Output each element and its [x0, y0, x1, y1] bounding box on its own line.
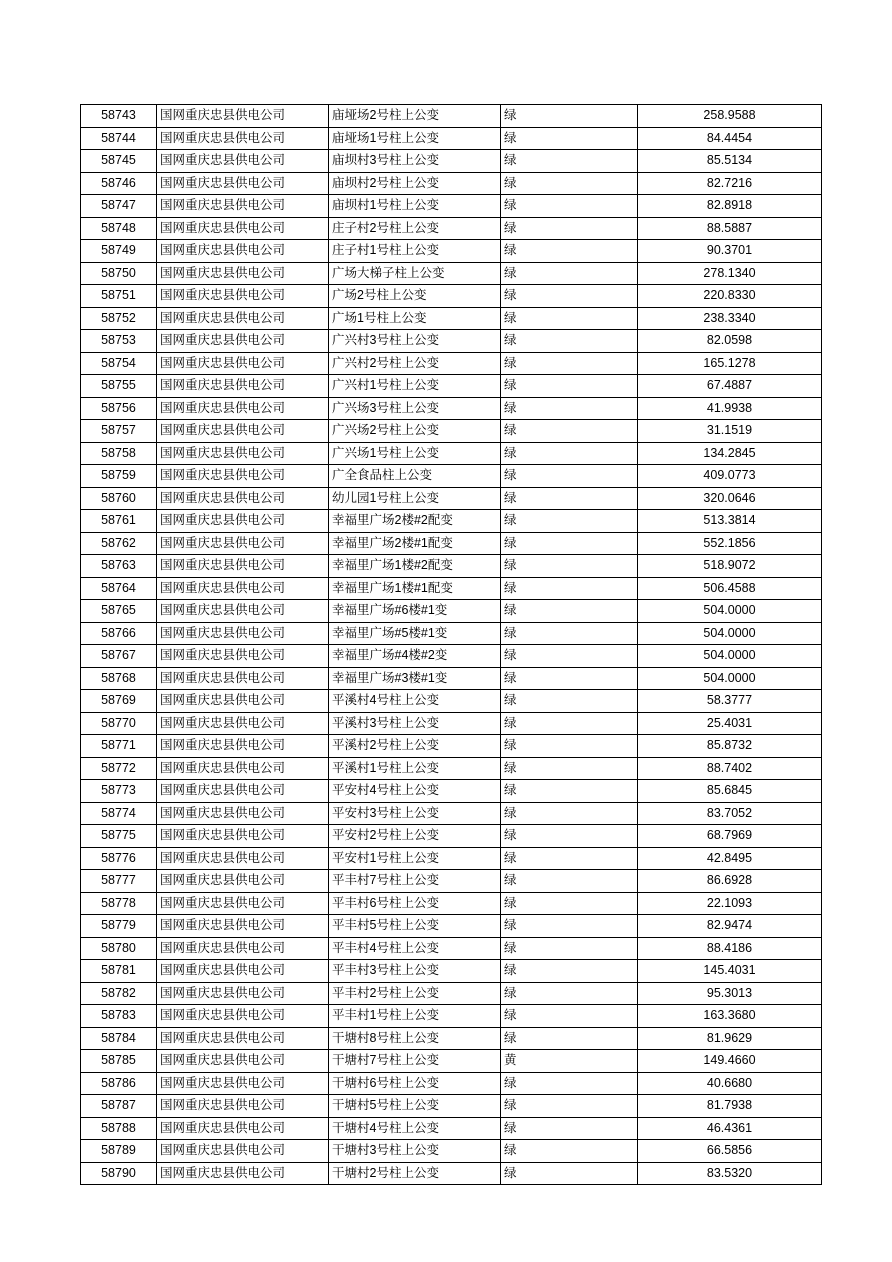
cell-value: 82.7216	[638, 172, 822, 195]
cell-id: 58781	[81, 960, 157, 983]
cell-name: 平溪村4号柱上公变	[329, 690, 501, 713]
cell-value: 82.9474	[638, 915, 822, 938]
cell-name: 广兴场1号柱上公变	[329, 442, 501, 465]
cell-id: 58748	[81, 217, 157, 240]
cell-name: 平安村1号柱上公变	[329, 847, 501, 870]
cell-id: 58770	[81, 712, 157, 735]
cell-color: 绿	[501, 262, 638, 285]
cell-value: 504.0000	[638, 645, 822, 668]
cell-id: 58789	[81, 1140, 157, 1163]
cell-color: 绿	[501, 465, 638, 488]
cell-value: 506.4588	[638, 577, 822, 600]
cell-color: 绿	[501, 150, 638, 173]
table-row	[81, 465, 822, 488]
cell-value: 258.9588	[638, 105, 822, 128]
cell-name: 广兴村3号柱上公变	[329, 330, 501, 353]
cell-value: 81.7938	[638, 1095, 822, 1118]
table-row	[81, 285, 822, 308]
cell-org: 国网重庆忠县供电公司	[157, 825, 329, 848]
cell-org: 国网重庆忠县供电公司	[157, 600, 329, 623]
cell-name: 幸福里广场1楼#2配变	[329, 555, 501, 578]
cell-name: 平丰村2号柱上公变	[329, 982, 501, 1005]
cell-id: 58754	[81, 352, 157, 375]
cell-color: 绿	[501, 1072, 638, 1095]
cell-color: 绿	[501, 690, 638, 713]
table-row	[81, 847, 822, 870]
cell-org: 国网重庆忠县供电公司	[157, 645, 329, 668]
cell-value: 83.7052	[638, 802, 822, 825]
cell-id: 58747	[81, 195, 157, 218]
cell-org: 国网重庆忠县供电公司	[157, 105, 329, 128]
cell-value: 86.6928	[638, 870, 822, 893]
cell-color: 绿	[501, 487, 638, 510]
cell-id: 58785	[81, 1050, 157, 1073]
cell-org: 国网重庆忠县供电公司	[157, 1072, 329, 1095]
cell-org: 国网重庆忠县供电公司	[157, 982, 329, 1005]
table-row	[81, 1072, 822, 1095]
table-row	[81, 127, 822, 150]
cell-color: 绿	[501, 757, 638, 780]
cell-color: 绿	[501, 982, 638, 1005]
cell-name: 庄子村2号柱上公变	[329, 217, 501, 240]
cell-name: 广场2号柱上公变	[329, 285, 501, 308]
table-row	[81, 802, 822, 825]
cell-org: 国网重庆忠县供电公司	[157, 330, 329, 353]
cell-org: 国网重庆忠县供电公司	[157, 172, 329, 195]
cell-value: 58.3777	[638, 690, 822, 713]
cell-name: 平安村2号柱上公变	[329, 825, 501, 848]
cell-value: 278.1340	[638, 262, 822, 285]
cell-org: 国网重庆忠县供电公司	[157, 847, 329, 870]
cell-name: 平丰村5号柱上公变	[329, 915, 501, 938]
table-row	[81, 105, 822, 128]
table-row	[81, 870, 822, 893]
table-row	[81, 555, 822, 578]
cell-value: 31.1519	[638, 420, 822, 443]
cell-name: 干塘村7号柱上公变	[329, 1050, 501, 1073]
cell-value: 84.4454	[638, 127, 822, 150]
cell-name: 平安村3号柱上公变	[329, 802, 501, 825]
cell-value: 88.4186	[638, 937, 822, 960]
cell-id: 58746	[81, 172, 157, 195]
table-row	[81, 690, 822, 713]
cell-org: 国网重庆忠县供电公司	[157, 240, 329, 263]
cell-color: 绿	[501, 532, 638, 555]
cell-id: 58775	[81, 825, 157, 848]
table-row	[81, 532, 822, 555]
table-row	[81, 1140, 822, 1163]
cell-org: 国网重庆忠县供电公司	[157, 1162, 329, 1185]
cell-name: 庄子村1号柱上公变	[329, 240, 501, 263]
cell-name: 幸福里广场2楼#1配变	[329, 532, 501, 555]
cell-name: 干塘村3号柱上公变	[329, 1140, 501, 1163]
cell-id: 58769	[81, 690, 157, 713]
cell-org: 国网重庆忠县供电公司	[157, 217, 329, 240]
cell-org: 国网重庆忠县供电公司	[157, 487, 329, 510]
cell-org: 国网重庆忠县供电公司	[157, 195, 329, 218]
cell-color: 绿	[501, 937, 638, 960]
cell-name: 干塘村6号柱上公变	[329, 1072, 501, 1095]
table-row	[81, 622, 822, 645]
cell-id: 58767	[81, 645, 157, 668]
cell-id: 58766	[81, 622, 157, 645]
cell-value: 88.5887	[638, 217, 822, 240]
cell-color: 绿	[501, 1027, 638, 1050]
cell-color: 绿	[501, 217, 638, 240]
cell-id: 58761	[81, 510, 157, 533]
table-row	[81, 667, 822, 690]
cell-org: 国网重庆忠县供电公司	[157, 667, 329, 690]
cell-org: 国网重庆忠县供电公司	[157, 307, 329, 330]
cell-org: 国网重庆忠县供电公司	[157, 442, 329, 465]
cell-id: 58787	[81, 1095, 157, 1118]
cell-name: 幼儿园1号柱上公变	[329, 487, 501, 510]
cell-name: 平丰村1号柱上公变	[329, 1005, 501, 1028]
cell-name: 庙坝村1号柱上公变	[329, 195, 501, 218]
cell-color: 绿	[501, 375, 638, 398]
cell-value: 504.0000	[638, 667, 822, 690]
cell-value: 504.0000	[638, 622, 822, 645]
cell-org: 国网重庆忠县供电公司	[157, 262, 329, 285]
cell-value: 85.8732	[638, 735, 822, 758]
cell-color: 绿	[501, 735, 638, 758]
cell-org: 国网重庆忠县供电公司	[157, 1117, 329, 1140]
cell-id: 58790	[81, 1162, 157, 1185]
cell-id: 58772	[81, 757, 157, 780]
table-row	[81, 172, 822, 195]
cell-id: 58757	[81, 420, 157, 443]
cell-name: 干塘村2号柱上公变	[329, 1162, 501, 1185]
table-row	[81, 960, 822, 983]
cell-color: 黄	[501, 1050, 638, 1073]
cell-value: 149.4660	[638, 1050, 822, 1073]
cell-org: 国网重庆忠县供电公司	[157, 1140, 329, 1163]
cell-org: 国网重庆忠县供电公司	[157, 150, 329, 173]
cell-value: 504.0000	[638, 600, 822, 623]
cell-id: 58784	[81, 1027, 157, 1050]
cell-name: 广全食品柱上公变	[329, 465, 501, 488]
cell-org: 国网重庆忠县供电公司	[157, 870, 329, 893]
cell-org: 国网重庆忠县供电公司	[157, 802, 329, 825]
cell-name: 庙垭场1号柱上公变	[329, 127, 501, 150]
cell-name: 广兴村1号柱上公变	[329, 375, 501, 398]
cell-value: 88.7402	[638, 757, 822, 780]
cell-id: 58763	[81, 555, 157, 578]
cell-value: 90.3701	[638, 240, 822, 263]
cell-org: 国网重庆忠县供电公司	[157, 375, 329, 398]
cell-value: 220.8330	[638, 285, 822, 308]
cell-org: 国网重庆忠县供电公司	[157, 352, 329, 375]
cell-color: 绿	[501, 802, 638, 825]
cell-color: 绿	[501, 172, 638, 195]
cell-color: 绿	[501, 915, 638, 938]
cell-org: 国网重庆忠县供电公司	[157, 960, 329, 983]
cell-id: 58778	[81, 892, 157, 915]
cell-value: 513.3814	[638, 510, 822, 533]
cell-org: 国网重庆忠县供电公司	[157, 1005, 329, 1028]
cell-color: 绿	[501, 622, 638, 645]
cell-value: 41.9938	[638, 397, 822, 420]
cell-org: 国网重庆忠县供电公司	[157, 690, 329, 713]
cell-color: 绿	[501, 397, 638, 420]
cell-name: 干塘村8号柱上公变	[329, 1027, 501, 1050]
cell-value: 134.2845	[638, 442, 822, 465]
cell-color: 绿	[501, 240, 638, 263]
cell-color: 绿	[501, 195, 638, 218]
cell-name: 庙坝村3号柱上公变	[329, 150, 501, 173]
table-row	[81, 780, 822, 803]
cell-id: 58776	[81, 847, 157, 870]
cell-name: 幸福里广场1楼#1配变	[329, 577, 501, 600]
cell-id: 58760	[81, 487, 157, 510]
cell-name: 平溪村1号柱上公变	[329, 757, 501, 780]
cell-color: 绿	[501, 285, 638, 308]
cell-color: 绿	[501, 555, 638, 578]
cell-value: 25.4031	[638, 712, 822, 735]
cell-value: 81.9629	[638, 1027, 822, 1050]
cell-name: 幸福里广场#5楼#1变	[329, 622, 501, 645]
table-row	[81, 600, 822, 623]
cell-color: 绿	[501, 1095, 638, 1118]
cell-color: 绿	[501, 442, 638, 465]
cell-value: 22.1093	[638, 892, 822, 915]
table-row	[81, 262, 822, 285]
cell-id: 58751	[81, 285, 157, 308]
cell-org: 国网重庆忠县供电公司	[157, 577, 329, 600]
cell-color: 绿	[501, 960, 638, 983]
cell-org: 国网重庆忠县供电公司	[157, 127, 329, 150]
cell-value: 552.1856	[638, 532, 822, 555]
cell-id: 58773	[81, 780, 157, 803]
table-row	[81, 150, 822, 173]
cell-color: 绿	[501, 577, 638, 600]
transformer-table	[80, 104, 822, 1185]
cell-name: 广场大梯子柱上公变	[329, 262, 501, 285]
cell-color: 绿	[501, 510, 638, 533]
table-row	[81, 892, 822, 915]
cell-id: 58756	[81, 397, 157, 420]
cell-name: 干塘村4号柱上公变	[329, 1117, 501, 1140]
table-row	[81, 352, 822, 375]
cell-name: 平溪村2号柱上公变	[329, 735, 501, 758]
data-sheet	[80, 104, 786, 1185]
table-row	[81, 420, 822, 443]
cell-value: 68.7969	[638, 825, 822, 848]
table-row	[81, 442, 822, 465]
cell-org: 国网重庆忠县供电公司	[157, 1050, 329, 1073]
cell-id: 58777	[81, 870, 157, 893]
cell-name: 广兴场2号柱上公变	[329, 420, 501, 443]
table-row	[81, 915, 822, 938]
cell-id: 58786	[81, 1072, 157, 1095]
cell-id: 58749	[81, 240, 157, 263]
cell-value: 238.3340	[638, 307, 822, 330]
cell-org: 国网重庆忠县供电公司	[157, 420, 329, 443]
cell-value: 145.4031	[638, 960, 822, 983]
cell-color: 绿	[501, 330, 638, 353]
table-row	[81, 735, 822, 758]
cell-name: 平丰村7号柱上公变	[329, 870, 501, 893]
cell-color: 绿	[501, 1162, 638, 1185]
table-row	[81, 217, 822, 240]
table-row	[81, 330, 822, 353]
cell-value: 518.9072	[638, 555, 822, 578]
cell-org: 国网重庆忠县供电公司	[157, 712, 329, 735]
cell-id: 58768	[81, 667, 157, 690]
cell-org: 国网重庆忠县供电公司	[157, 937, 329, 960]
cell-name: 广兴场3号柱上公变	[329, 397, 501, 420]
cell-org: 国网重庆忠县供电公司	[157, 757, 329, 780]
table-row	[81, 487, 822, 510]
cell-name: 庙坝村2号柱上公变	[329, 172, 501, 195]
table-row	[81, 240, 822, 263]
cell-color: 绿	[501, 127, 638, 150]
cell-value: 83.5320	[638, 1162, 822, 1185]
cell-color: 绿	[501, 1140, 638, 1163]
cell-org: 国网重庆忠县供电公司	[157, 1027, 329, 1050]
cell-id: 58765	[81, 600, 157, 623]
cell-id: 58771	[81, 735, 157, 758]
cell-color: 绿	[501, 847, 638, 870]
table-row	[81, 577, 822, 600]
cell-value: 85.5134	[638, 150, 822, 173]
cell-org: 国网重庆忠县供电公司	[157, 397, 329, 420]
cell-org: 国网重庆忠县供电公司	[157, 510, 329, 533]
table-row	[81, 1162, 822, 1185]
cell-color: 绿	[501, 1117, 638, 1140]
table-row	[81, 1117, 822, 1140]
cell-value: 66.5856	[638, 1140, 822, 1163]
cell-id: 58750	[81, 262, 157, 285]
table-row	[81, 195, 822, 218]
table-row	[81, 397, 822, 420]
cell-color: 绿	[501, 645, 638, 668]
cell-org: 国网重庆忠县供电公司	[157, 622, 329, 645]
cell-value: 40.6680	[638, 1072, 822, 1095]
cell-id: 58759	[81, 465, 157, 488]
table-row	[81, 645, 822, 668]
cell-id: 58758	[81, 442, 157, 465]
cell-org: 国网重庆忠县供电公司	[157, 892, 329, 915]
cell-id: 58780	[81, 937, 157, 960]
cell-color: 绿	[501, 892, 638, 915]
cell-id: 58762	[81, 532, 157, 555]
cell-value: 42.8495	[638, 847, 822, 870]
cell-name: 幸福里广场#3楼#1变	[329, 667, 501, 690]
cell-org: 国网重庆忠县供电公司	[157, 735, 329, 758]
table-row	[81, 937, 822, 960]
cell-value: 67.4887	[638, 375, 822, 398]
cell-name: 平安村4号柱上公变	[329, 780, 501, 803]
table-row	[81, 982, 822, 1005]
table-row	[81, 712, 822, 735]
cell-name: 平溪村3号柱上公变	[329, 712, 501, 735]
cell-value: 82.0598	[638, 330, 822, 353]
cell-color: 绿	[501, 712, 638, 735]
cell-org: 国网重庆忠县供电公司	[157, 1095, 329, 1118]
table-row	[81, 1005, 822, 1028]
cell-org: 国网重庆忠县供电公司	[157, 532, 329, 555]
cell-value: 165.1278	[638, 352, 822, 375]
cell-color: 绿	[501, 352, 638, 375]
cell-color: 绿	[501, 825, 638, 848]
cell-value: 163.3680	[638, 1005, 822, 1028]
cell-name: 广兴村2号柱上公变	[329, 352, 501, 375]
cell-org: 国网重庆忠县供电公司	[157, 915, 329, 938]
cell-id: 58774	[81, 802, 157, 825]
cell-id: 58779	[81, 915, 157, 938]
cell-org: 国网重庆忠县供电公司	[157, 465, 329, 488]
cell-color: 绿	[501, 105, 638, 128]
cell-value: 409.0773	[638, 465, 822, 488]
cell-name: 平丰村3号柱上公变	[329, 960, 501, 983]
cell-id: 58753	[81, 330, 157, 353]
cell-id: 58745	[81, 150, 157, 173]
cell-color: 绿	[501, 870, 638, 893]
cell-org: 国网重庆忠县供电公司	[157, 555, 329, 578]
cell-color: 绿	[501, 600, 638, 623]
cell-id: 58752	[81, 307, 157, 330]
table-row	[81, 1050, 822, 1073]
table-row	[81, 307, 822, 330]
cell-name: 平丰村4号柱上公变	[329, 937, 501, 960]
cell-value: 320.0646	[638, 487, 822, 510]
cell-name: 庙垭场2号柱上公变	[329, 105, 501, 128]
cell-value: 85.6845	[638, 780, 822, 803]
cell-color: 绿	[501, 307, 638, 330]
cell-name: 幸福里广场2楼#2配变	[329, 510, 501, 533]
table-row	[81, 757, 822, 780]
cell-value: 82.8918	[638, 195, 822, 218]
table-row	[81, 375, 822, 398]
cell-color: 绿	[501, 420, 638, 443]
cell-id: 58755	[81, 375, 157, 398]
table-row	[81, 1027, 822, 1050]
cell-id: 58788	[81, 1117, 157, 1140]
table-row	[81, 1095, 822, 1118]
cell-id: 58744	[81, 127, 157, 150]
cell-name: 广场1号柱上公变	[329, 307, 501, 330]
cell-value: 46.4361	[638, 1117, 822, 1140]
cell-color: 绿	[501, 667, 638, 690]
cell-value: 95.3013	[638, 982, 822, 1005]
cell-id: 58783	[81, 1005, 157, 1028]
cell-name: 幸福里广场#4楼#2变	[329, 645, 501, 668]
cell-id: 58743	[81, 105, 157, 128]
cell-color: 绿	[501, 780, 638, 803]
cell-color: 绿	[501, 1005, 638, 1028]
cell-name: 平丰村6号柱上公变	[329, 892, 501, 915]
cell-name: 干塘村5号柱上公变	[329, 1095, 501, 1118]
cell-org: 国网重庆忠县供电公司	[157, 285, 329, 308]
cell-id: 58764	[81, 577, 157, 600]
cell-name: 幸福里广场#6楼#1变	[329, 600, 501, 623]
cell-id: 58782	[81, 982, 157, 1005]
cell-org: 国网重庆忠县供电公司	[157, 780, 329, 803]
table-row	[81, 825, 822, 848]
table-row	[81, 510, 822, 533]
